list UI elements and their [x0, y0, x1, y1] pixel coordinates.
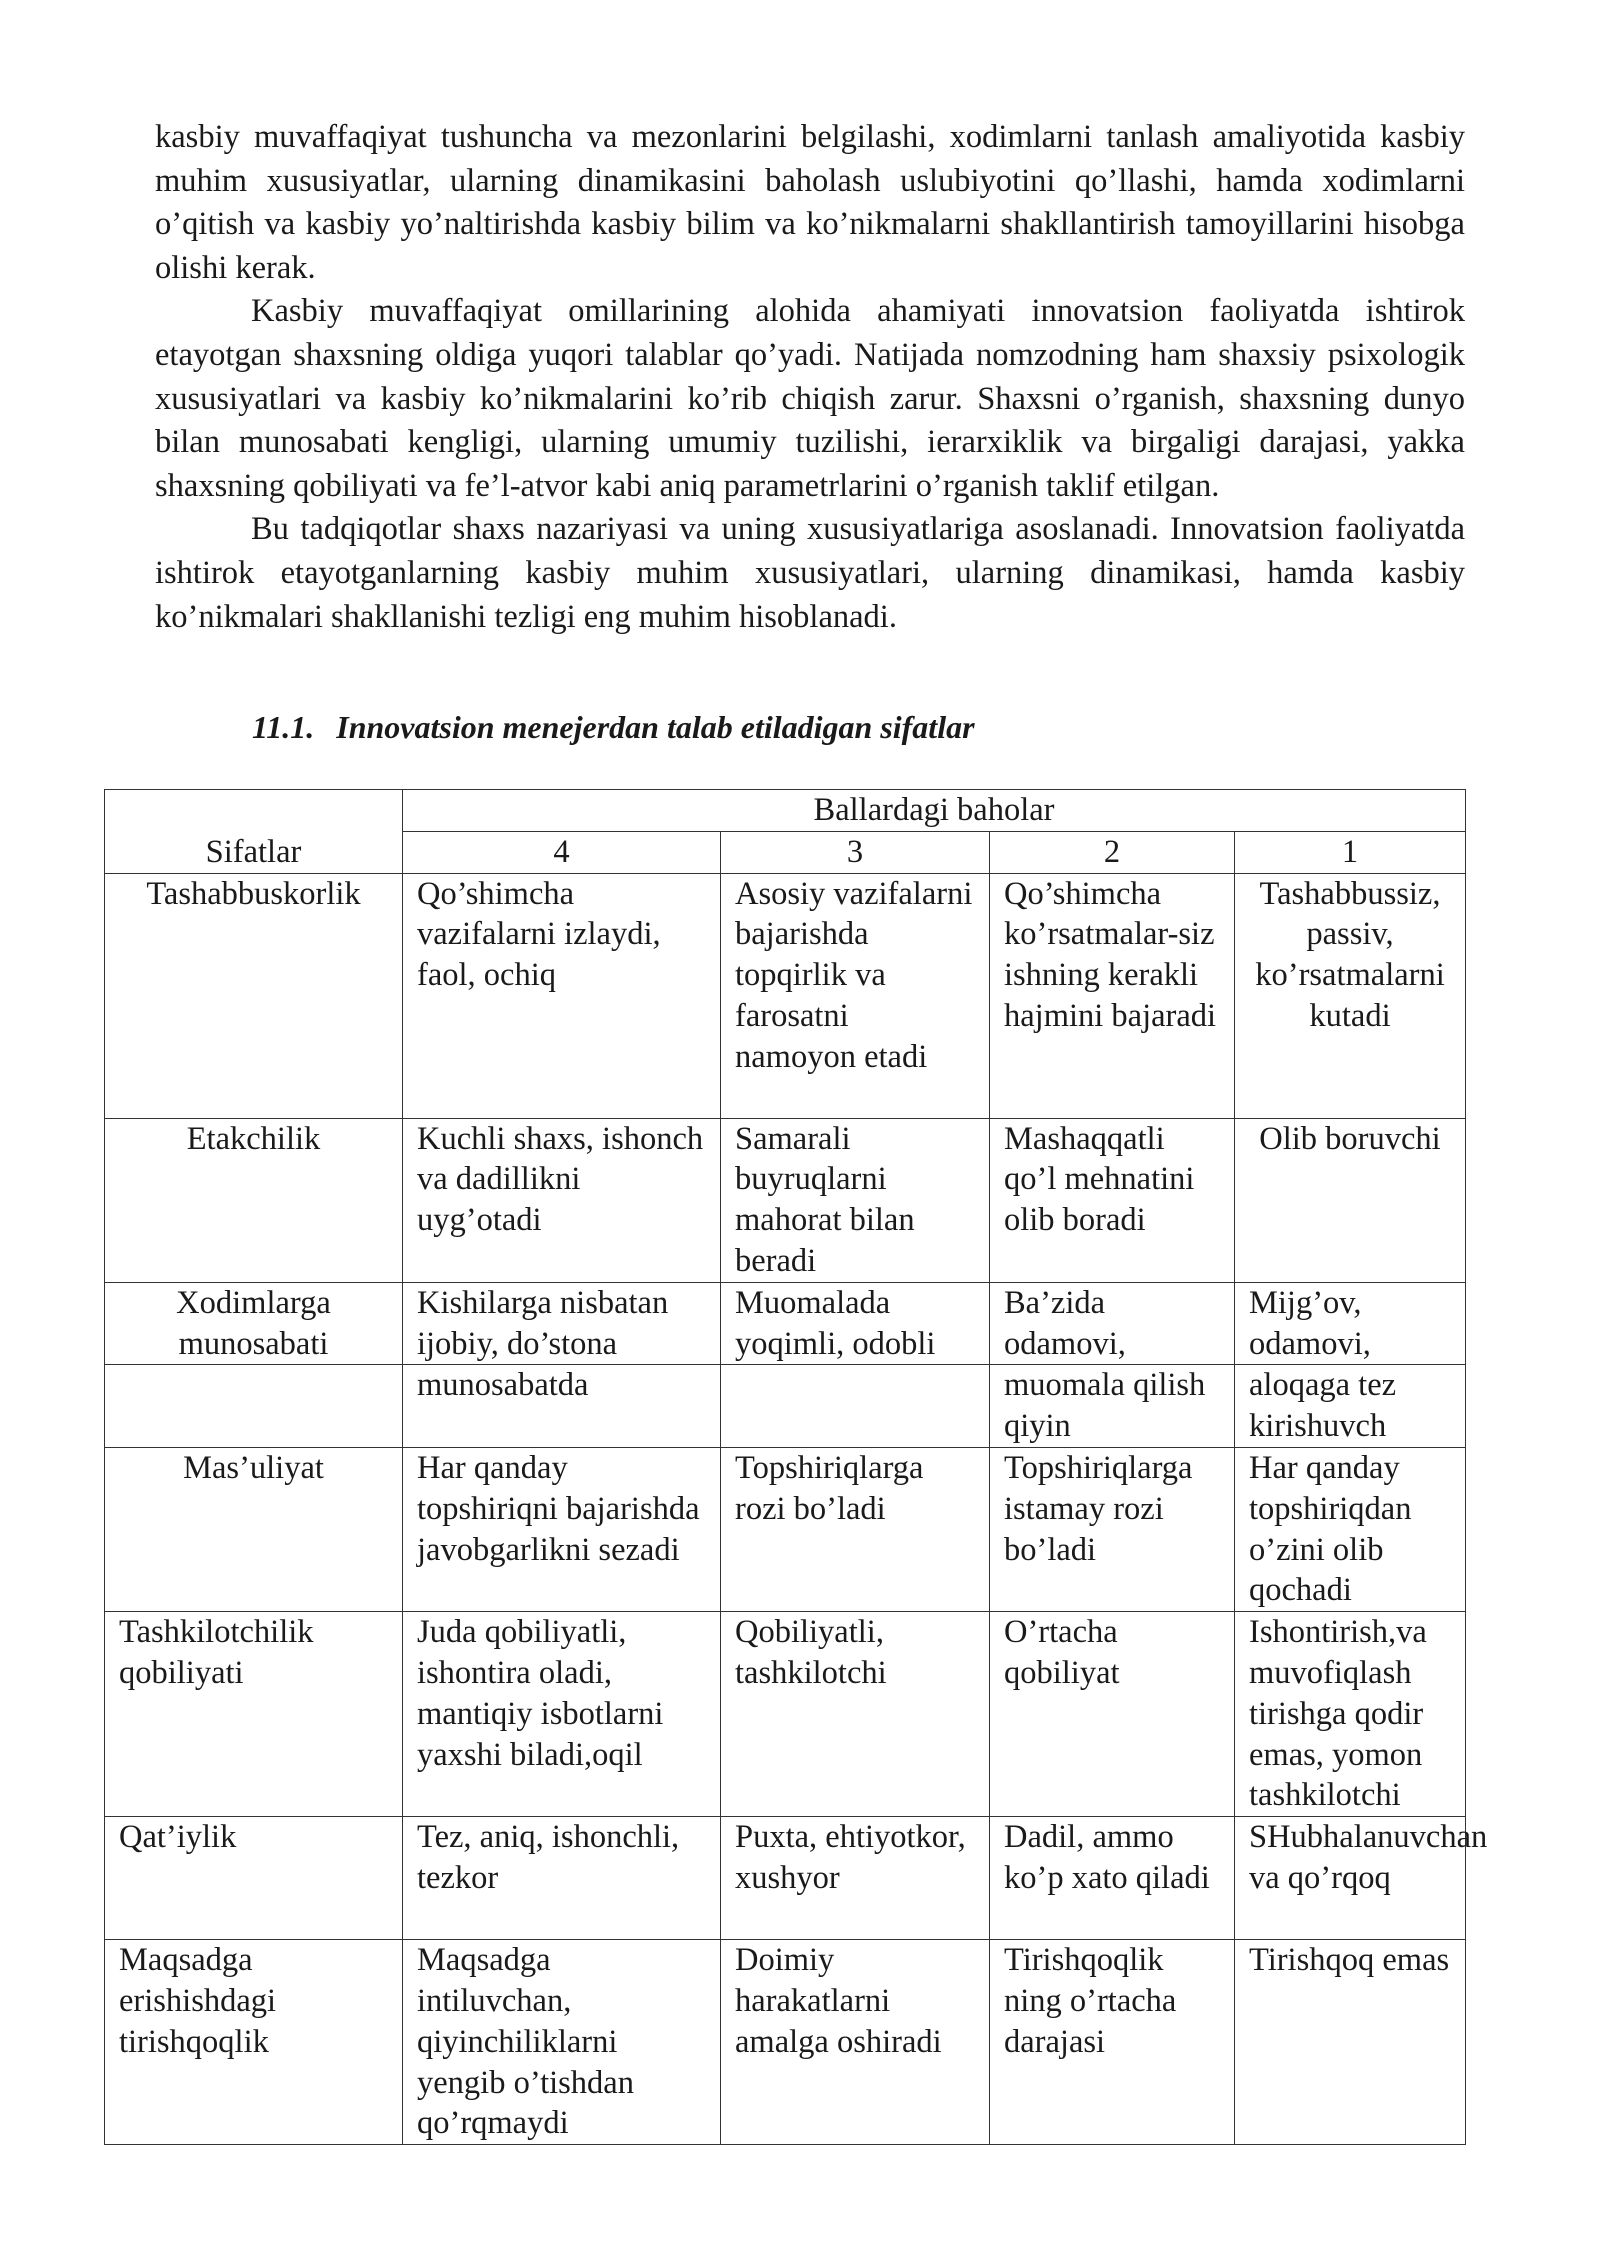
- score-3-cell: Samarali buyruqlarni mahorat bilan beradi: [721, 1118, 990, 1282]
- table-row: [105, 1447, 1466, 1611]
- qualities-table: [104, 789, 1488, 2145]
- score-header-4: 4: [403, 831, 721, 873]
- score-2-cell: Mashaqqatli qo’l mehnatini olib boradi: [990, 1118, 1235, 1282]
- score-3-cell: [721, 1365, 990, 1448]
- score-1-cell: aloqaga tez kirishuvch: [1235, 1365, 1466, 1448]
- body-text: [155, 116, 1465, 639]
- score-3-cell: Muomalada yoqimli, odobli: [721, 1282, 990, 1365]
- table-row: [105, 1282, 1466, 1365]
- score-2-cell: muomala qilish qiyin: [990, 1365, 1235, 1448]
- quality-cell: Tashkilotchilik qobiliyati: [105, 1612, 403, 1817]
- quality-cell: Maqsadga erishishdagi tirishqoqlik: [105, 1940, 403, 2145]
- table-row: [105, 873, 1466, 1118]
- score-2-cell: Dadil, ammo ko’p xato qiladi: [990, 1817, 1235, 1940]
- paragraph-2: Kasbiy muvaffaqiyat omillarining alohida ahamiyati innovatsion faoliyatda ishtirok etayotgan shaxsning oldiga yuqori talablar qo’yadi. Natijada nomzodning ham shaxsiy psixologik xususiyatlari va kasbiy ko’nikmalarini ko’rib chiqish zarur. Shaxsni o’rganish, shaxsning dunyo bilan munosabati kengligi, ularning umumiy tuzilishi, ierarxiklik va birgaligi darajasi, yakka shaxsning qobiliyati va fe’l-atvor kabi aniq parametrlarini o’rganish taklif etilgan.: [155, 293, 1465, 504]
- score-4-cell: Qo’shimcha vazifalarni izlaydi, faol, ochiq: [403, 873, 721, 1118]
- score-4-cell: Tez, aniq, ishonchli, tezkor: [403, 1817, 721, 1940]
- score-header-2: 2: [990, 831, 1235, 873]
- table-row: [105, 1365, 1466, 1448]
- score-2-cell: Topshiriqlarga istamay rozi bo’ladi: [990, 1447, 1235, 1611]
- score-4-cell: Har qanday topshiriqni bajarishda javobgarlikni sezadi: [403, 1447, 721, 1611]
- col-header-qualities: Sifatlar: [105, 790, 403, 874]
- score-3-cell: Topshiriqlarga rozi bo’ladi: [721, 1447, 990, 1611]
- score-1-cell: Ishontirish,va muvofiqlash tirishga qodir emas, yomon tashkilotchi: [1235, 1612, 1466, 1817]
- score-4-cell: Kuchli shaxs, ishonch va dadillikni uyg’otadi: [403, 1118, 721, 1282]
- table-row: [105, 1817, 1466, 1940]
- table-header-row: [105, 790, 1466, 832]
- paragraph-1: kasbiy muvaffaqiyat tushuncha va mezonlarini belgilashi, xodimlarni tanlash amaliyotida kasbiy muhim xususiyatlar, ularning dinamikasini baholash uslubiyotini qo’llashi, hamda xodimlarni o’qitish va kasbiy yo’naltirishda kasbiy bilim va ko’nikmalarni shakllantirish tamoyillarini hisobga olishi kerak.: [155, 119, 1465, 286]
- quality-cell: Mas’uliyat: [105, 1447, 403, 1611]
- quality-cell: Tashabbuskorlik: [105, 873, 403, 1118]
- score-3-cell: Asosiy vazifalarni bajarishda topqirlik va farosatni namoyon etadi: [721, 873, 990, 1118]
- score-3-cell: Doimiy harakatlarni amalga oshiradi: [721, 1940, 990, 2145]
- score-1-cell: Olib boruvchi: [1235, 1118, 1466, 1282]
- quality-cell: Xodimlarga munosabati: [105, 1282, 403, 1365]
- score-2-cell: Tirishqoqlik ning o’rtacha darajasi: [990, 1940, 1235, 2145]
- table-row: [105, 1118, 1466, 1282]
- score-1-cell: Tirishqoq emas: [1235, 1940, 1466, 2145]
- score-4-cell: Maqsadga intiluvchan, qiyinchiliklarni yengib o’tishdan qo’rqmaydi: [403, 1940, 721, 2145]
- score-4-cell: Kishilarga nisbatan ijobiy, do’stona: [403, 1282, 721, 1365]
- score-4-cell: Juda qobiliyatli, ishontira oladi, mantiqiy isbotlarni yaxshi biladi,oqil: [403, 1612, 721, 1817]
- table-title: Innovatsion menejerdan talab etiladigan sifatlar: [336, 709, 975, 745]
- score-header-3: 3: [721, 831, 990, 873]
- paragraph-3: Bu tadqiqotlar shaxs nazariyasi va uning xususiyatlariga asoslanadi. Innovatsion faoliyatda ishtirok etayotganlarning kasbiy muhim xususiyatlari, ularning dinamikasi, hamda kasbiy ko’nikmalari shakllanishi tezligi eng muhim hisoblanadi.: [155, 511, 1465, 635]
- score-1-cell: Mijg’ov, odamovi,: [1235, 1282, 1466, 1365]
- score-3-cell: Qobiliyatli, tashkilotchi: [721, 1612, 990, 1817]
- table-row: [105, 1612, 1466, 1817]
- score-2-cell: Ba’zida odamovi,: [990, 1282, 1235, 1365]
- score-3-cell: Puxta, ehtiyotkor, xushyor: [721, 1817, 990, 1940]
- score-1-cell: SHubhalanuvchan va qo’rqoq: [1235, 1817, 1466, 1940]
- table-number: 11.1.: [252, 709, 315, 745]
- score-2-cell: Qo’shimcha ko’rsatmalar-siz ishning kerakli hajmini bajaradi: [990, 873, 1235, 1118]
- quality-cell: Etakchilik: [105, 1118, 403, 1282]
- quality-cell: Qat’iylik: [105, 1817, 403, 1940]
- score-1-cell: Tashabbussiz, passiv, ko’rsatmalarni kutadi: [1235, 873, 1466, 1118]
- score-2-cell: O’rtacha qobiliyat: [990, 1612, 1235, 1817]
- quality-cell: [105, 1365, 403, 1448]
- score-header-1: 1: [1235, 831, 1466, 873]
- table-row: [105, 1940, 1466, 2145]
- score-1-cell: Har qanday topshiriqdan o’zini olib qochadi: [1235, 1447, 1466, 1611]
- table-caption: [252, 707, 975, 747]
- score-4-cell: munosabatda: [403, 1365, 721, 1448]
- group-header-scores: Ballardagi baholar: [403, 790, 1466, 832]
